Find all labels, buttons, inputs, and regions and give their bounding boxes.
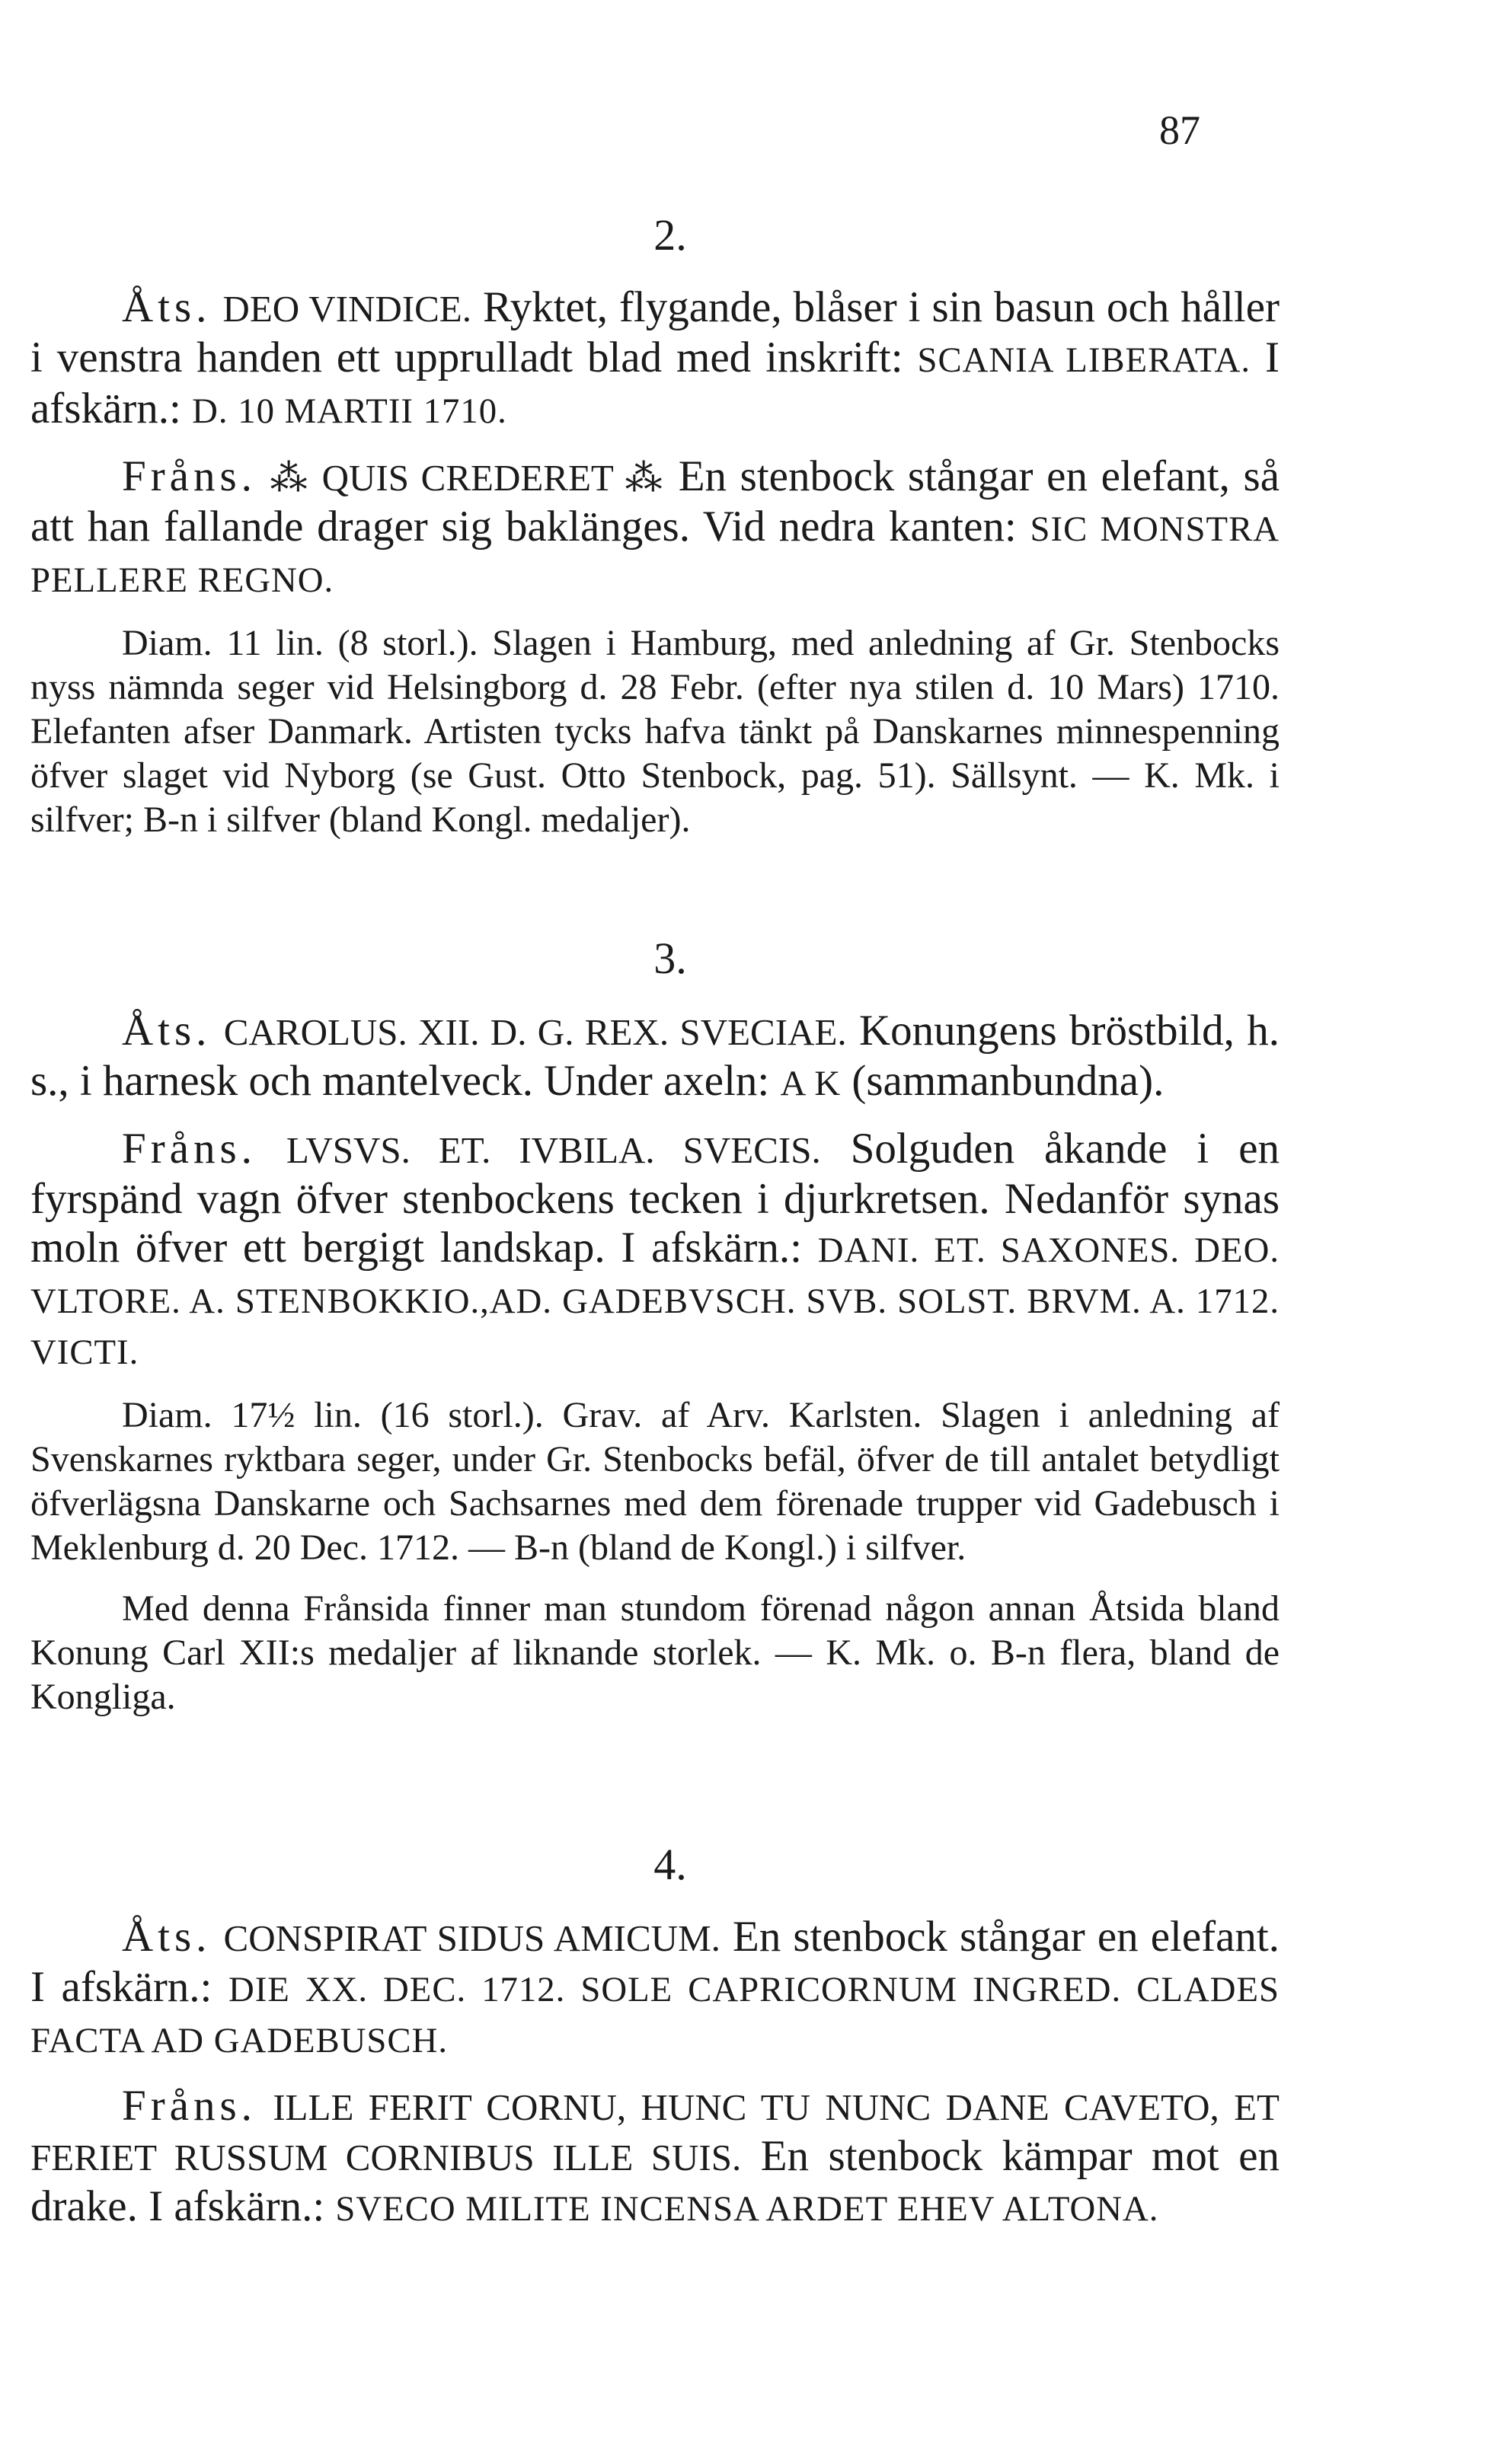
reverse-description: En stenbock kämpar mot en drake. (30, 2132, 1280, 2230)
obverse-description: Ryktet, flygande, blåser i sin basun och håller i venstra handen ett upprulladt blad med inskrift: (30, 283, 1280, 381)
obverse-exergue: DIE XX. DEC. 1712. SOLE CAPRICORNUM INGRED. CLADES FACTA AD GADEBUSCH. (30, 1970, 1280, 2060)
exergue-label: I afskärn.: (149, 2182, 325, 2230)
reverse-legend: ILLE FERIT CORNU, HUNC TU NUNC DANE CAVETO, ET FERIET RUSSUM CORNIBUS ILLE SUIS. (30, 2086, 1280, 2178)
reverse-exergue: DANI. ET. SAXONES. DEO. VLTORE. A. STENBOKKIO.,AD. GADEBVSCH. SVB. SOLST. BRVM. A. 1712. VICTI. (30, 1230, 1280, 1372)
obverse-label: Åts. (122, 1913, 212, 1961)
obverse-legend: CAROLUS. XII. D. G. REX. SVECIAE. (223, 1011, 847, 1053)
obverse-paragraph (30, 1913, 1280, 2065)
section-3 (30, 933, 1280, 1719)
obverse-paragraph (30, 283, 1280, 436)
reverse-label: Fråns. (122, 1125, 257, 1173)
reverse-exergue: SVECO MILITE INCENSA ARDET EHEV ALTONA. (335, 2189, 1159, 2229)
exergue-label: I afskärn.: (621, 1224, 802, 1272)
obverse-paragraph (30, 1007, 1280, 1108)
section-number: 4. (653, 1840, 687, 1889)
obverse-legend: CONSPIRAT SIDUS AMICUM. (223, 1917, 720, 1959)
section-2 (30, 209, 1280, 842)
obverse-label: Åts. (122, 283, 212, 331)
obverse-description: En stenbock stångar en elefant. (733, 1913, 1280, 1961)
obverse-exergue: D. 10 MARTII 1710. (192, 391, 507, 431)
section-note: Diam. 17½ lin. (16 storl.). Grav. af Arv. Karlsten. Slagen i anledning af Svenskarnes ryktbara seger, under Gr. Stenbocks befäl, öfver de till antalet betydligt öfverlägsna Danskarne och Sachsarnes med dem förenade trupper vid Gadebusch i Meklenburg d. 20 Dec. 1712. — B-n (bland de Kongl.) i silfver. (30, 1395, 1280, 1568)
page-number: 87 (1159, 107, 1200, 153)
section-note: Diam. 11 lin. (8 storl.). Slagen i Hamburg, med anledning af Gr. Stenbocks nyss nämnda seger vid Helsingborg d. 28 Febr. (efter nya stilen d. 10 Mars) 1710. Elefanten afser Danmark. Artisten tycks hafva tänkt på Danskarnes minnespenning öfver slaget vid Nyborg (se Gust. Otto Stenbock, pag. 51). Sällsynt. — K. Mk. i silfver; B-n i silfver (bland Kongl. medaljer). (30, 623, 1280, 840)
section-4 (30, 1839, 1280, 2233)
exergue-label: I afskärn.: (30, 1963, 212, 2011)
obverse-legend: DEO VINDICE. (222, 288, 471, 330)
reverse-legend: ⁂ QUIS CREDERET ⁂ (270, 457, 666, 499)
reverse-label: Fråns. (122, 452, 257, 500)
section-note-2: Med denna Frånsida finner man stundom förenad någon annan Åtsida bland Konung Carl XII:s medaljer af liknande storlek. — K. Mk. o. B-n flera, bland de Kongliga. (30, 1588, 1280, 1717)
section-number: 2. (653, 210, 687, 260)
section-number: 3. (653, 934, 687, 983)
reverse-paragraph (30, 452, 1280, 605)
reverse-legend: LVSVS. ET. IVBILA. SVECIS. (286, 1129, 821, 1171)
obverse-inscription: SCANIA LIBERATA. (917, 340, 1251, 380)
reverse-description: Solguden åkande i en fyrspänd vagn öfver stenbockens tecken i djurkretsen. Nedanför synas moln öfver ett bergigt landskap. (30, 1125, 1280, 1272)
reverse-paragraph (30, 2082, 1280, 2233)
reverse-label: Fråns. (122, 2082, 257, 2130)
reverse-paragraph (30, 1125, 1280, 1377)
exergue-label: I afskärn.: (30, 334, 1280, 432)
reverse-inscription: SIC MONSTRA PELLERE REGNO. (30, 509, 1280, 600)
obverse-label: Åts. (122, 1007, 212, 1055)
reverse-description: En stenbock stångar en elefant, så att han fallande drager sig baklänges. Vid nedra kanten: (30, 452, 1280, 551)
obverse-description: Konungens bröstbild, h. s., i harnesk och mantelveck. Under axeln: (30, 1007, 1280, 1105)
obverse-description-end: (sammanbundna). (851, 1057, 1165, 1105)
obverse-inscription: A K (780, 1064, 842, 1103)
